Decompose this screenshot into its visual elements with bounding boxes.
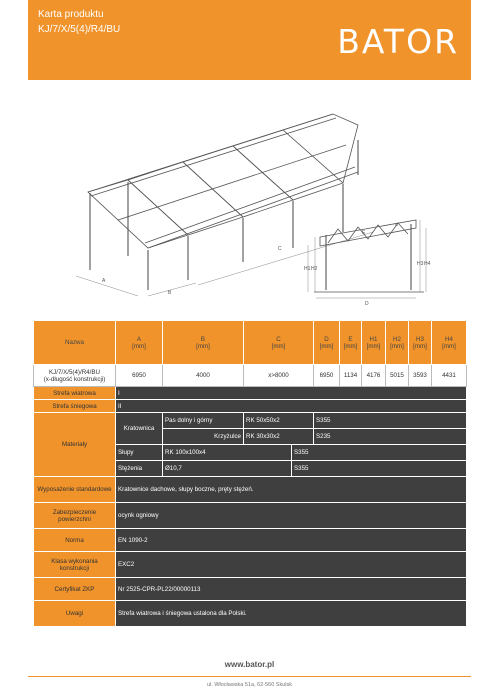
side-view: [308, 220, 426, 298]
label-materialy: Materiały: [34, 413, 116, 477]
label-certyfikat: Certyfikat ZKP: [34, 578, 116, 601]
label-krzyzulce: Krzyżulce: [163, 429, 244, 445]
cell-a: 6950: [116, 365, 163, 387]
value-uwagi: Strefa wiatrowa i śniegowa ustalona dla Polski.: [116, 601, 467, 627]
value-stezenia-profile: Ø10,7: [163, 461, 292, 477]
dim-h3-label: H3: [417, 261, 424, 267]
dim-b-label: B: [168, 290, 172, 296]
cell-c: x>8000: [244, 365, 314, 387]
value-pas-profile: RK 50x50x2: [244, 413, 314, 429]
cell-h3: 3593: [409, 365, 432, 387]
label-stezenia: Stężenia: [116, 461, 163, 477]
value-stezenia-steel: S355: [292, 461, 467, 477]
cell-h2: 5015: [386, 365, 409, 387]
value-norma: EN 1090-2: [116, 529, 467, 552]
label-norma: Norma: [34, 529, 116, 552]
value-certyfikat: Nr 2525-CPR-PL22/00000113: [116, 578, 467, 601]
data-row: [34, 365, 467, 387]
footer-divider: [28, 676, 471, 677]
value-krz-profile: RK 30x30x2: [244, 429, 314, 445]
col-a: A [mm]: [116, 321, 163, 365]
product-card-title: Karta produktu: [38, 9, 104, 20]
columns: [90, 140, 358, 290]
row-norma: [34, 529, 467, 552]
col-h3: H3 [mm]: [409, 321, 432, 365]
label-uwagi: Uwagi: [34, 601, 116, 627]
header-banner: [28, 0, 471, 80]
col-nazwa: Nazwa: [34, 321, 116, 365]
label-wyposazenie: Wyposażenie standardowe: [34, 477, 116, 503]
value-strefa-sniegowa: II: [116, 400, 467, 413]
row-klasa: [34, 552, 467, 578]
dim-h1-label: H1: [304, 266, 311, 272]
value-slupy-steel: S355: [292, 445, 467, 461]
col-h1: H1 [mm]: [362, 321, 386, 365]
row-strefa-wiatrowa: [34, 387, 467, 400]
label-klasa: Klasa wykonania konstrukcji: [34, 552, 116, 578]
website-link[interactable]: www.bator.pl: [224, 660, 275, 669]
label-slupy: Słupy: [116, 445, 163, 461]
dim-c-label: C: [278, 246, 282, 252]
brand-logo: BATOR: [337, 22, 459, 61]
spec-table: [33, 320, 467, 627]
dim-a-label: A: [102, 278, 106, 284]
label-zabezpieczenie: Zabezpieczenie powierzchni: [34, 503, 116, 529]
label-kratownica: Kratownica: [116, 413, 163, 445]
dim-h4-label: H4: [424, 261, 431, 267]
dim-d-label: D: [365, 301, 369, 307]
value-klasa: EXC2: [116, 552, 467, 578]
col-c: C [mm]: [244, 321, 314, 365]
cell-e: 1134: [340, 365, 362, 387]
col-h2: H2 [mm]: [386, 321, 409, 365]
company-address: ul. Włocławska 51a, 62-560 Skulsk: [207, 682, 292, 688]
cell-h1: 4176: [362, 365, 386, 387]
dim-h2-label: H2: [311, 266, 318, 272]
product-model: KJ/7/X/5(4)/R4/BU: [38, 24, 121, 35]
cell-h4: 4431: [432, 365, 467, 387]
row-uwagi: [34, 601, 467, 627]
value-slupy-profile: RK 100x100x4: [163, 445, 292, 461]
col-d: D [mm]: [314, 321, 340, 365]
value-wyposazenie: Kratownice dachowe, słupy boczne, pręty stężeń.: [116, 477, 467, 503]
value-zabezpieczenie: ocynk ogniowy: [116, 503, 467, 529]
cell-nazwa: KJ/7/X/5(4)/R4/BU (x-długość konstrukcji): [34, 365, 116, 387]
value-krz-steel: S235: [314, 429, 467, 445]
value-strefa-wiatrowa: I: [116, 387, 467, 400]
value-pas-steel: S355: [314, 413, 467, 429]
header-row: [34, 321, 467, 365]
col-e: E [mm]: [340, 321, 362, 365]
row-wyposazenie: [34, 477, 467, 503]
label-strefa-sniegowa: Strefa śniegowa: [34, 400, 116, 413]
label-strefa-wiatrowa: Strefa wiatrowa: [34, 387, 116, 400]
cell-d: 6950: [314, 365, 340, 387]
row-certyfikat: [34, 578, 467, 601]
cell-b: 4000: [163, 365, 244, 387]
angle-label: α: [395, 222, 398, 228]
col-b: B [mm]: [163, 321, 244, 365]
col-h4-kat: H4 [mm]: [432, 321, 467, 365]
row-kratownica-pas: [34, 413, 467, 429]
row-strefa-sniegowa: [34, 400, 467, 413]
label-pas: Pas dolny i górny: [163, 413, 244, 429]
dim-e-label: E: [362, 230, 366, 236]
construction-drawing: [28, 80, 471, 312]
row-zabezpieczenie: [34, 503, 467, 529]
